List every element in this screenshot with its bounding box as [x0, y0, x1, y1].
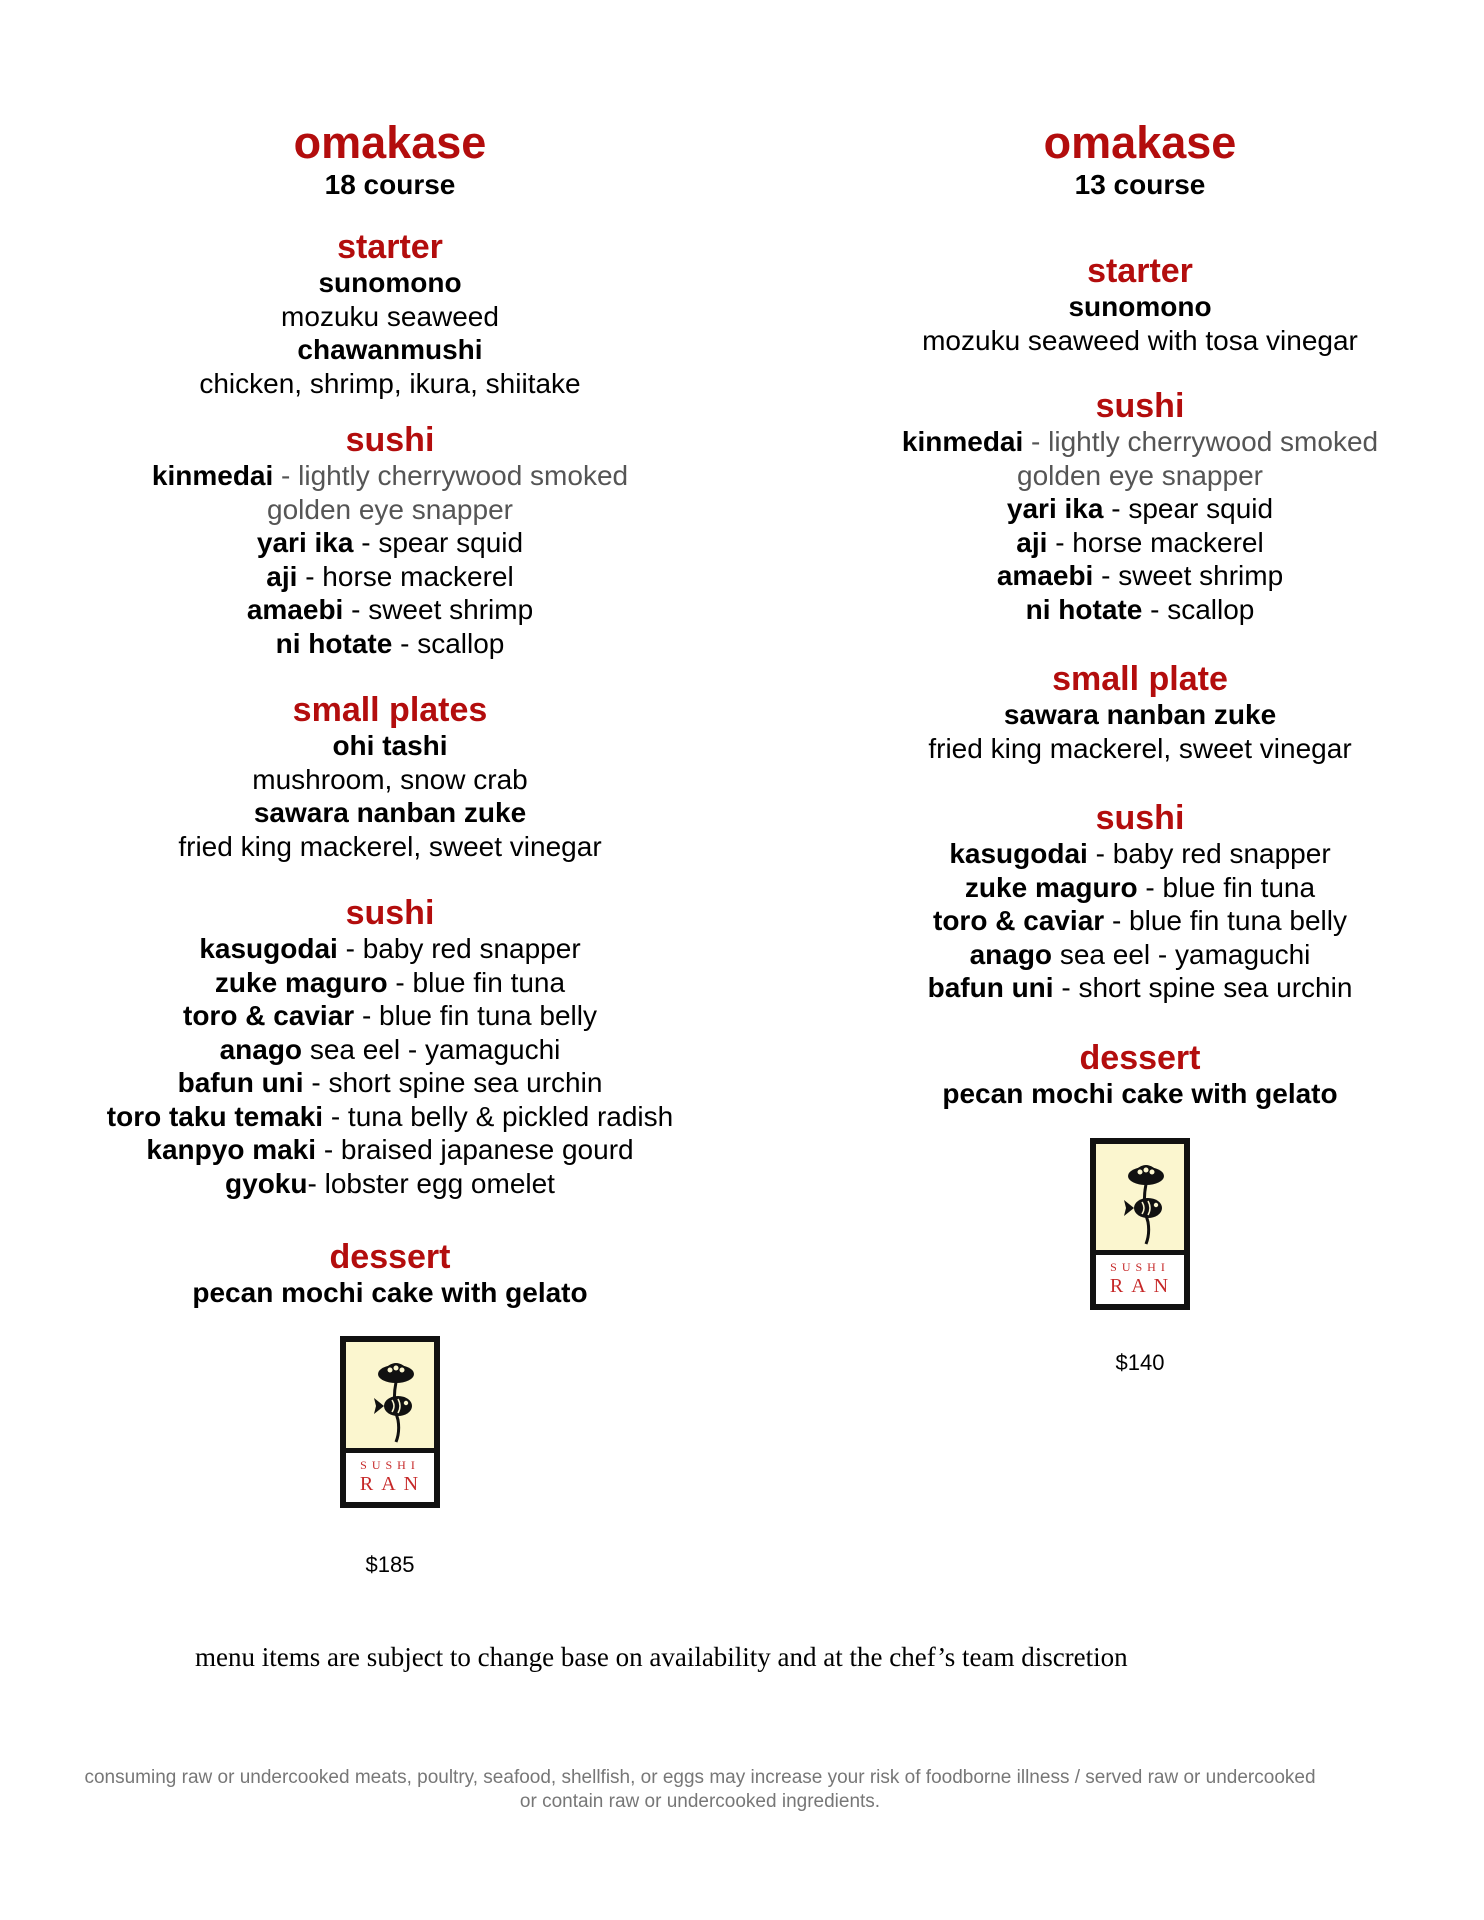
- section-title-sushi: sushi: [345, 421, 435, 459]
- dish-desc: - scallop: [1142, 593, 1255, 625]
- dish-desc: - horse mackerel: [1047, 526, 1264, 558]
- logo-line-1: SUSHI: [360, 1457, 420, 1472]
- dish-desc: lightly cherrywood smoked: [298, 460, 629, 491]
- section-title-dessert: dessert: [329, 1238, 451, 1276]
- dessert-item: pecan mochi cake with gelato: [942, 1077, 1338, 1109]
- sushi-item: [90, 459, 690, 493]
- sushi-item: [840, 938, 1440, 972]
- sushi-ran-logo: [340, 1336, 440, 1508]
- sushi-item: [90, 1066, 690, 1100]
- section-title-small-plate: small plate: [1052, 660, 1228, 698]
- course-count: 13 course: [1074, 169, 1206, 200]
- sushi-item: [840, 425, 1440, 459]
- dish-desc: - scallop: [392, 627, 505, 659]
- logo-line-2: RAN: [1109, 1275, 1177, 1297]
- logo-line-1: SUSHI: [1110, 1260, 1170, 1274]
- dish-name: toro & caviar: [933, 905, 1105, 936]
- sushi-item: [840, 559, 1440, 593]
- dish-desc: - spear squid: [1103, 493, 1274, 524]
- logo-wordmark: [346, 1448, 434, 1502]
- dish-name: sunomono: [318, 267, 462, 298]
- dish-name: chawanmushi: [297, 334, 483, 365]
- dish-name: kasugodai: [949, 838, 1088, 869]
- dish-name: aji: [1016, 526, 1048, 558]
- dish-desc: sea eel - yamaguchi: [302, 1033, 561, 1065]
- sushi-item: [90, 627, 690, 661]
- dish-sep: -: [1023, 426, 1049, 457]
- logo-wordmark: [1096, 1250, 1184, 1304]
- dish-desc: - lobster egg omelet: [307, 1167, 555, 1199]
- dish-desc: mozuku seaweed with tosa vinegar: [922, 324, 1358, 356]
- dish-name: toro & caviar: [183, 1000, 355, 1031]
- food-safety-warning: consuming raw or undercooked meats, poultry, seafood, shellfish, or eggs may increase your risk of foodborne illness / served raw or undercooked or contain raw or undercooked ingredients.: [84, 1767, 1316, 1812]
- dish-name: gyoku: [225, 1167, 308, 1199]
- dish-name: ni hotate: [1025, 593, 1143, 625]
- sushi-item: [840, 492, 1440, 526]
- dish-name: sawara nanban zuke: [253, 797, 527, 828]
- dish-desc: - blue fin tuna belly: [1104, 905, 1347, 936]
- sushi-item: [90, 1167, 690, 1201]
- menu-title: omakase: [293, 117, 487, 168]
- dish-name: sunomono: [1068, 291, 1212, 322]
- dish-desc: sea eel - yamaguchi: [1052, 938, 1311, 970]
- dish-name: kinmedai: [901, 426, 1024, 457]
- dish-desc: - spear squid: [353, 527, 524, 558]
- dish-name: toro taku temaki: [106, 1100, 324, 1132]
- dish-name: bafun uni: [927, 972, 1054, 1003]
- dish-name: aji: [266, 560, 298, 592]
- dish-desc: - sweet shrimp: [1093, 560, 1284, 591]
- sushi-item: [840, 526, 1440, 560]
- dish-name: kanpyo maki: [146, 1134, 317, 1165]
- dish-desc: - short spine sea urchin: [1053, 972, 1353, 1003]
- sushi-item: [840, 593, 1440, 627]
- dish-desc: mushroom, snow crab: [252, 763, 528, 795]
- dish-sep: -: [273, 460, 299, 491]
- dish-name: yari ika: [1006, 493, 1104, 524]
- price: $185: [365, 1551, 415, 1577]
- sushi-item: [90, 966, 690, 1000]
- dish-name: ohi tashi: [332, 730, 448, 761]
- sushi-item: [90, 932, 690, 966]
- dish-name: sawara nanban zuke: [1003, 699, 1277, 730]
- menu-column-13-course: [840, 118, 1440, 1376]
- sushi-item: [840, 837, 1440, 871]
- dish-desc: lightly cherrywood smoked: [1048, 426, 1379, 457]
- dish-desc: golden eye snapper: [1017, 459, 1263, 491]
- dish-name: ni hotate: [275, 627, 393, 659]
- dish-name: zuke maguro: [214, 966, 388, 998]
- dish-desc: - baby red snapper: [1087, 838, 1331, 869]
- dish-name: yari ika: [256, 527, 354, 558]
- section-title-sushi: sushi: [345, 894, 435, 932]
- dish-desc: chicken, shrimp, ikura, shiitake: [199, 367, 581, 399]
- dish-name: bafun uni: [177, 1067, 304, 1098]
- dessert-item: pecan mochi cake with gelato: [192, 1277, 588, 1308]
- availability-disclaimer: menu items are subject to change base on availability and at the chef’s team discretion: [195, 1642, 1128, 1672]
- sushi-item: [90, 526, 690, 560]
- dish-name: kasugodai: [199, 933, 338, 964]
- dish-desc: - short spine sea urchin: [303, 1067, 603, 1098]
- dish-name: amaebi: [246, 594, 344, 625]
- dish-desc: - blue fin tuna: [387, 966, 566, 998]
- dish-desc: golden eye snapper: [267, 493, 513, 525]
- dish-desc: mozuku seaweed: [281, 300, 499, 332]
- logo-line-2: RAN: [359, 1472, 427, 1495]
- dish-desc: fried king mackerel, sweet vinegar: [178, 830, 602, 862]
- sushi-item: [90, 593, 690, 627]
- section-title-sushi: sushi: [1095, 799, 1185, 837]
- menu-column-18-course: [90, 118, 690, 1578]
- fish-flower-icon: [1096, 1144, 1196, 1254]
- dish-name: zuke maguro: [964, 871, 1138, 903]
- dish-name: amaebi: [996, 560, 1094, 591]
- dish-desc: - braised japanese gourd: [316, 1134, 634, 1165]
- sushi-item: [90, 1033, 690, 1067]
- dish-desc: - baby red snapper: [337, 933, 581, 964]
- dish-desc: - blue fin tuna: [1137, 871, 1316, 903]
- sushi-item-continued: [90, 493, 690, 527]
- dish-name: kinmedai: [151, 460, 274, 491]
- price: $140: [1115, 1350, 1165, 1375]
- section-title-dessert: dessert: [1079, 1038, 1201, 1077]
- sushi-ran-logo: [1090, 1138, 1190, 1310]
- menu-title: omakase: [1043, 117, 1237, 168]
- sushi-item: [90, 560, 690, 594]
- dish-name: anago: [969, 938, 1053, 970]
- sushi-item: [840, 904, 1440, 938]
- dish-name: anago: [219, 1033, 303, 1065]
- sushi-item: [90, 999, 690, 1033]
- fish-flower-icon: [346, 1342, 446, 1452]
- course-count: 18 course: [324, 169, 456, 200]
- sushi-item: [90, 1133, 690, 1167]
- section-title-small-plates: small plates: [292, 691, 488, 729]
- dish-desc: - tuna belly & pickled radish: [323, 1100, 674, 1132]
- section-title-sushi: sushi: [1095, 387, 1185, 425]
- sushi-item: [840, 971, 1440, 1005]
- sushi-item: [90, 1100, 690, 1134]
- section-title-starter: starter: [337, 228, 443, 266]
- dish-desc: fried king mackerel, sweet vinegar: [928, 732, 1352, 764]
- sushi-item: [840, 871, 1440, 905]
- dish-desc: - sweet shrimp: [343, 594, 534, 625]
- section-title-starter: starter: [1087, 252, 1193, 290]
- dish-desc: - horse mackerel: [297, 560, 514, 592]
- dish-desc: - blue fin tuna belly: [354, 1000, 597, 1031]
- sushi-item-continued: [840, 459, 1440, 493]
